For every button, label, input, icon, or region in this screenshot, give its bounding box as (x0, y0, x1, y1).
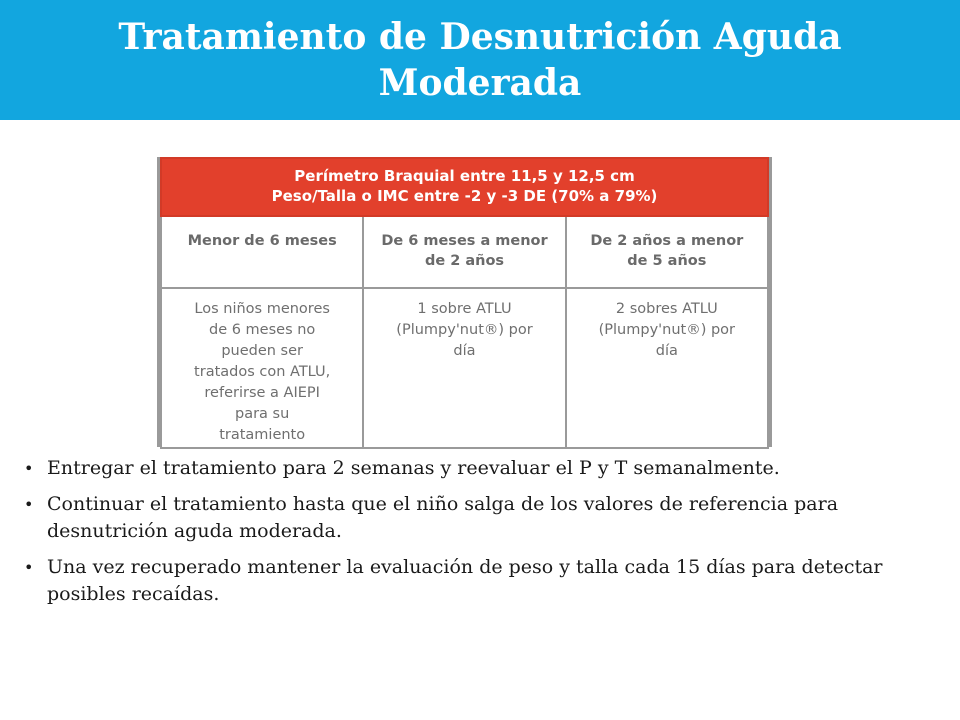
cell-line: para su (235, 406, 290, 422)
slide-title-line-1: Tratamiento de Desnutrición Aguda (118, 16, 842, 58)
bullet-dot-icon: • (24, 495, 34, 514)
cell-line: tratamiento (219, 427, 306, 443)
cell-line: pueden ser (221, 343, 303, 359)
cell-line: (Plumpy'nut®) por (396, 322, 533, 338)
treatment-table-image (157, 157, 772, 447)
cell-line: referirse a AIEPI (204, 385, 320, 401)
bullet-item (22, 554, 937, 608)
bullet-list (22, 455, 937, 617)
column-header-2-to-5-years (566, 216, 768, 288)
bullet-dot-icon: • (24, 459, 34, 478)
cell-line: tratados con ATLU, (194, 364, 331, 380)
column-header-line: De 2 años a menor (590, 233, 744, 249)
column-header-line: de 5 años (627, 253, 707, 269)
bullet-text: Entregar el tratamiento para 2 semanas y reevaluar el P y T semanalmente. (47, 457, 780, 479)
cell-line: de 6 meses no (208, 322, 316, 338)
title-band (0, 0, 960, 120)
cell-line: 2 sobres ATLU (615, 301, 718, 317)
column-header-line: De 6 meses a menor (381, 233, 548, 249)
cell-under-6-months (161, 288, 363, 448)
cell-6-months-to-2-years (363, 288, 565, 448)
cell-2-to-5-years (566, 288, 768, 448)
cell-line: día (655, 343, 678, 359)
slide-title-line-2: Moderada (378, 62, 582, 104)
slide-title (118, 14, 841, 106)
column-header-6-months-to-2-years (363, 216, 565, 288)
cell-line: 1 sobre ATLU (417, 301, 512, 317)
bullet-item (22, 455, 937, 482)
bullet-text: Continuar el tratamiento hasta que el niño salga de los valores de referencia para desnutrición aguda moderada. (47, 493, 839, 542)
column-header-line: Menor de 6 meses (187, 233, 337, 249)
bullet-item (22, 491, 937, 545)
treatment-table (160, 157, 769, 449)
column-header-line: de 2 años (424, 253, 505, 269)
table-header (161, 158, 768, 216)
cell-line: día (453, 343, 476, 359)
table-header-line-2: Peso/Talla o IMC entre -2 y -3 DE (70% a 79%) (271, 187, 658, 205)
cell-line: (Plumpy'nut®) por (598, 322, 736, 338)
table-header-line-1: Perímetro Braquial entre 11,5 y 12,5 cm (294, 167, 635, 185)
column-header-under-6-months (161, 216, 363, 288)
bullet-text: Una vez recuperado mantener la evaluación de peso y talla cada 15 días para detectar posibles recaídas. (47, 556, 883, 605)
cell-line: Los niños menores (194, 301, 330, 317)
bullet-dot-icon: • (24, 558, 34, 577)
